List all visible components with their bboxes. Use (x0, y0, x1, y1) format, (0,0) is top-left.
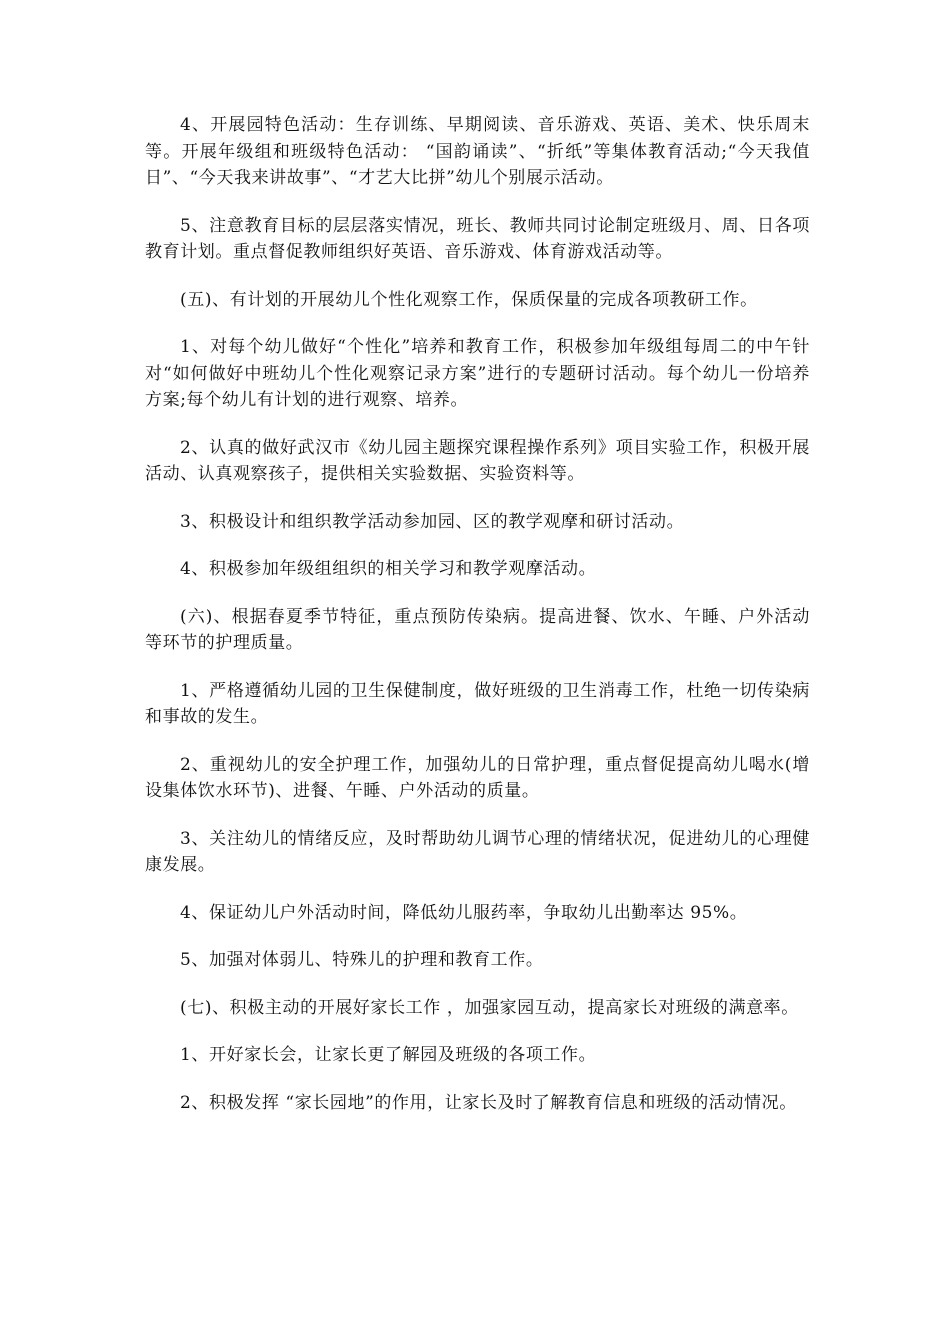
document-body (145, 112, 810, 1137)
paragraph-9: 1、严格遵循幼儿园的卫生保健制度，做好班级的卫生消毒工作，杜绝一切传染病和事故的发生。 (145, 680, 810, 727)
paragraph-6: 3、积极设计和组织教学活动参加园、区的教学观摩和研讨活动。 (180, 511, 685, 532)
paragraph-10: 2、重视幼儿的安全护理工作，加强幼儿的日常护理，重点督促提高幼儿喝水(增设集体饮水环节)、进餐、午睡、户外活动的质量。 (145, 754, 810, 801)
paragraph-12: 4、保证幼儿户外活动时间，降低幼儿服药率，争取幼儿出勤率达 95%。 (180, 902, 748, 923)
paragraph-14: (七)、积极主动的开展好家长工作 ，加强家园互动，提高家长对班级的满意率。 (180, 997, 799, 1018)
paragraph-3: (五)、有计划的开展幼儿个性化观察工作，保质保量的完成各项教研工作。 (180, 289, 758, 310)
paragraph-2: 5、注意教育目标的层层落实情况，班长、教师共同讨论制定班级月、周、日各项教育计划。重点督促教师组织好英语、音乐游戏、体育游戏活动等。 (145, 215, 810, 262)
paragraph-16: 2、积极发挥 “家长园地”的作用，让家长及时了解教育信息和班级的活动情况。 (180, 1092, 797, 1113)
paragraph-5: 2、认真的做好武汉市《幼儿园主题探究课程操作系列》项目实验工作，积极开展活动、认真观察孩子，提供相关实验数据、实验资料等。 (145, 437, 810, 484)
paragraph-1: 4、开展园特色活动：生存训练、早期阅读、音乐游戏、英语、美术、快乐周末等。开展年级组和班级特色活动： “国韵诵读”、“折纸”等集体教育活动;“今天我值日”、“今天我来讲故事”、“才艺大比拼”幼儿个别展示活动。 (145, 115, 810, 188)
paragraph-11: 3、关注幼儿的情绪反应，及时帮助幼儿调节心理的情绪状况，促进幼儿的心理健康发展。 (145, 828, 810, 875)
paragraph-7: 4、积极参加年级组组织的相关学习和教学观摩活动。 (180, 559, 597, 579)
paragraph-13: 5、加强对体弱儿、特殊儿的护理和教育工作。 (180, 950, 544, 970)
paragraph-4: 1、对每个幼儿做好“个性化”培养和教育工作，积极参加年级组每周二的中午针对“如何做好中班幼儿个性化观察记录方案”进行的专题研讨活动。每个幼儿一份培养方案;每个幼儿有计划的进行观察、培养。 (145, 337, 810, 410)
paragraph-8: (六)、根据春夏季节特征，重点预防传染病。提高进餐、饮水、午睡、户外活动等环节的护理质量。 (145, 606, 810, 653)
paragraph-15: 1、开好家长会，让家长更了解园及班级的各项工作。 (180, 1045, 597, 1065)
